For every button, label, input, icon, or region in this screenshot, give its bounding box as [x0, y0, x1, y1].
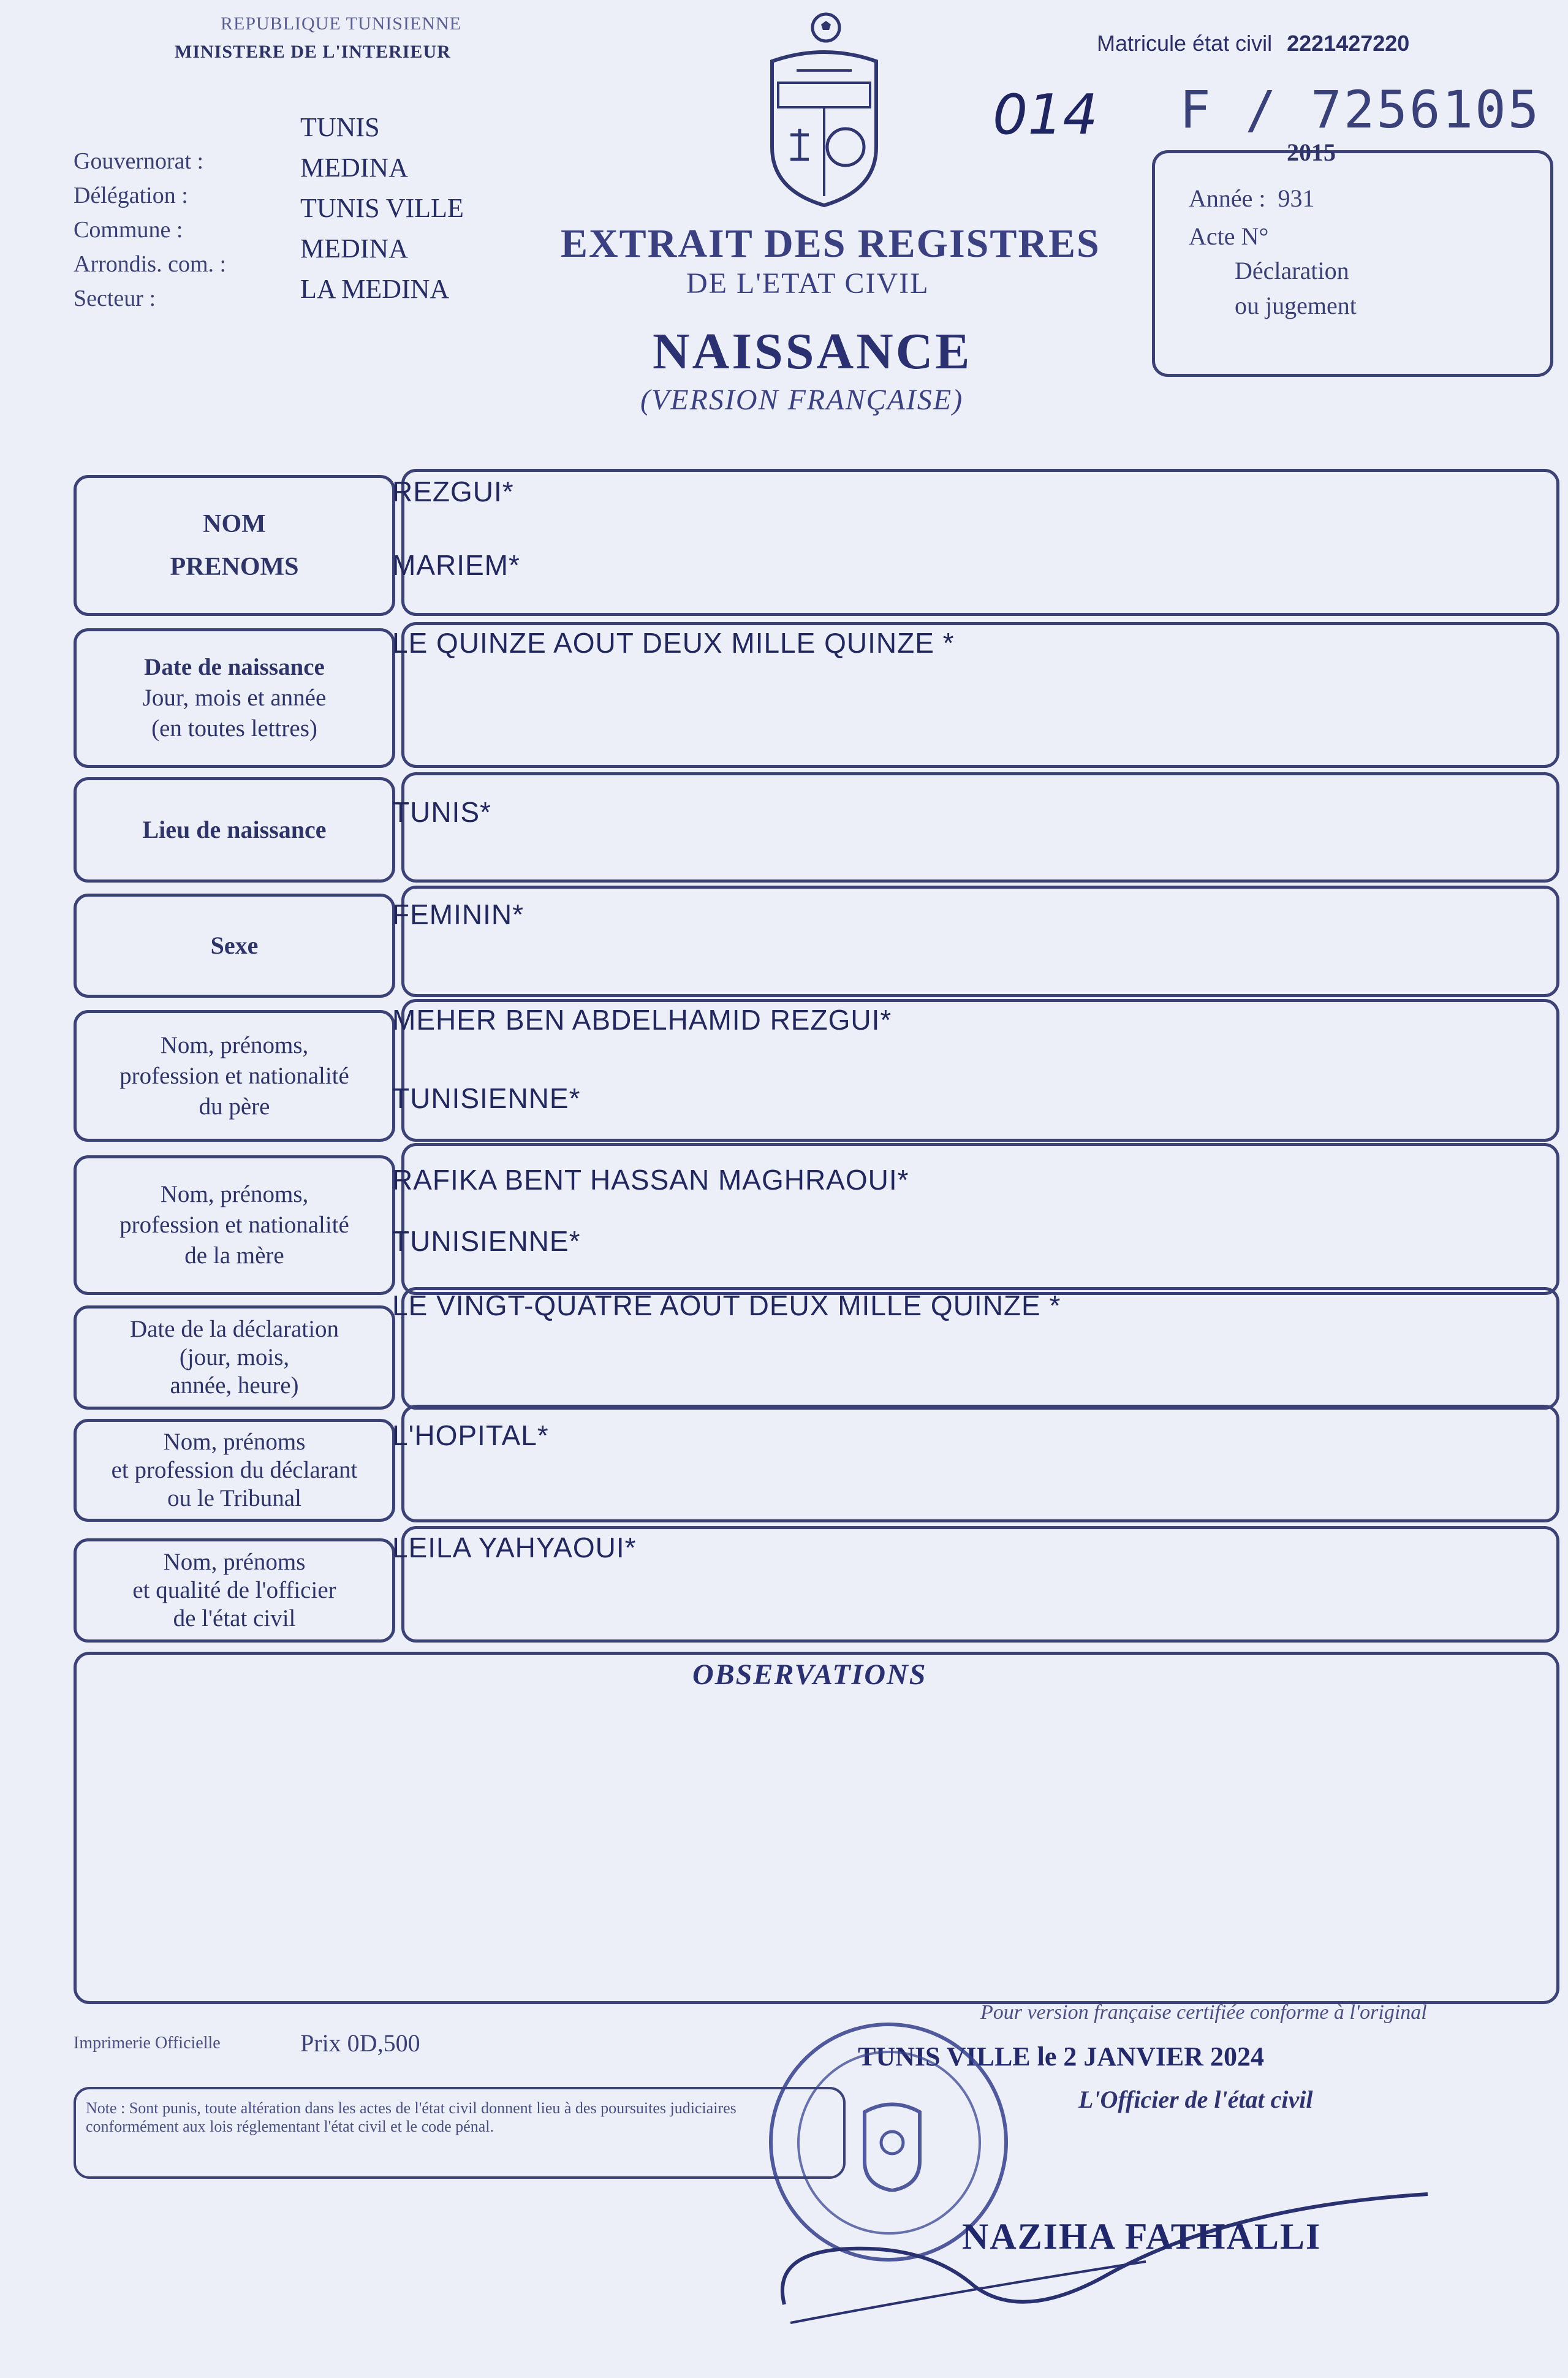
note-content — [86, 2099, 821, 2136]
observations-box — [74, 1652, 1559, 2004]
annee-value: 931 — [1278, 184, 1315, 212]
mere-nationality-value: TUNISIENNE* — [392, 1225, 581, 1257]
arrondissement-value: MEDINA — [300, 234, 408, 264]
nom-prenoms-label-cell — [74, 475, 395, 616]
sexe-label: Sexe — [210, 932, 259, 959]
handwritten-code: 014 — [993, 83, 1098, 147]
officier-label-3: de l'état civil — [173, 1605, 296, 1632]
declaration-label: Déclaration — [1235, 257, 1349, 284]
dob-label-note: (en toutes lettres) — [151, 715, 317, 742]
declarant-value-cell — [401, 1405, 1559, 1522]
declarant-label-2: et profession du déclarant — [111, 1457, 358, 1483]
sexe-value: FEMININ* — [392, 898, 524, 930]
mere-name-value: RAFIKA BENT HASSAN MAGHRAOUI* — [392, 1164, 909, 1196]
pere-nationality-value: TUNISIENNE* — [392, 1082, 581, 1114]
mere-label-1: Nom, prénoms, — [160, 1181, 309, 1207]
admin-labels — [74, 144, 226, 316]
pere-label-2: profession et nationalité — [119, 1062, 349, 1089]
declaration-date-label-2: (jour, mois, — [179, 1344, 290, 1370]
acte-year: 2015 — [1287, 139, 1336, 166]
declaration-date-label-1: Date de la déclaration — [129, 1316, 339, 1342]
imprimerie-label: Imprimerie Officielle — [74, 2034, 221, 2053]
etat-civil-subtitle: DE L'ETAT CIVIL — [686, 267, 930, 300]
jugement-label: ou jugement — [1235, 292, 1357, 319]
mere-label-cell — [74, 1155, 395, 1295]
officier-label-cell — [74, 1538, 395, 1643]
sexe-label-cell — [74, 894, 395, 998]
gouvernorat-value: TUNIS — [300, 112, 380, 142]
pere-name-value: MEHER BEN ABDELHAMID REZGUI* — [392, 1004, 892, 1036]
delegation-label: Délégation : — [74, 183, 188, 208]
declaration-date-value: LE VINGT-QUATRE AOUT DEUX MILLE QUINZE * — [392, 1290, 1061, 1321]
declarant-label-3: ou le Tribunal — [167, 1485, 301, 1511]
prenoms-value: MARIEM* — [392, 549, 520, 581]
delegation-value: MEDINA — [300, 153, 408, 183]
gouvernorat-label: Gouvernorat : — [74, 148, 204, 174]
prenoms-label: PRENOMS — [170, 553, 299, 581]
serial-number: F / 7256105 — [1180, 80, 1541, 140]
officier-label-2: et qualité de l'officier — [132, 1577, 336, 1603]
note-label: Note : — [86, 2099, 126, 2117]
pere-label-cell — [74, 1010, 395, 1142]
dob-value: LE QUINZE AOUT DEUX MILLE QUINZE * — [392, 627, 955, 659]
dob-label-title: Date de naissance — [144, 654, 325, 680]
sexe-value-cell — [401, 886, 1559, 997]
tunisia-emblem-icon — [754, 6, 895, 208]
admin-values — [300, 107, 464, 310]
lieu-value-cell — [401, 772, 1559, 883]
declarant-label-cell — [74, 1419, 395, 1522]
certified-note: Pour version française certifiée conforme à l'original — [980, 2001, 1427, 2024]
officier-label-1: Nom, prénoms — [163, 1549, 306, 1575]
lieu-label-cell — [74, 777, 395, 883]
place-date: TUNIS VILLE le 2 JANVIER 2024 — [858, 2042, 1264, 2072]
mere-label-2: profession et nationalité — [119, 1212, 349, 1238]
republic-heading: REPUBLIQUE TUNISIENNE — [221, 13, 461, 34]
acte-number-label: Acte N° — [1189, 222, 1269, 250]
note-text: Sont punis, toute altération dans les actes de l'état civil donnent lieu à des poursuites judiciaires conformément aux lois réglementant l'état civil et le code pénal. — [86, 2099, 737, 2135]
lieu-label: Lieu de naissance — [142, 816, 327, 843]
annee-label: Année : — [1189, 184, 1266, 212]
lieu-value: TUNIS* — [392, 796, 491, 828]
matricule-row — [1097, 31, 1409, 56]
dob-label-subtitle: Jour, mois et année — [142, 685, 327, 711]
version-francaise-subtitle: (VERSION FRANÇAISE) — [640, 384, 964, 416]
matricule-value: 2221427220 — [1287, 31, 1410, 56]
declaration-date-label-3: année, heure) — [170, 1372, 299, 1399]
secteur-label: Secteur : — [74, 286, 156, 311]
nom-label: NOM — [203, 510, 266, 538]
mere-label-3: de la mère — [184, 1242, 284, 1269]
pere-label-1: Nom, prénoms, — [160, 1031, 309, 1058]
nom-prenoms-value-cell — [401, 469, 1559, 616]
ministry-heading: MINISTERE DE L'INTERIEUR — [175, 42, 451, 62]
nom-value: REZGUI* — [392, 476, 514, 507]
declarant-value: L'HOPITAL* — [392, 1419, 549, 1451]
dob-label-cell — [74, 628, 395, 768]
commune-label: Commune : — [74, 217, 183, 243]
prix-label: Prix 0D,500 — [300, 2029, 420, 2057]
officier-value: LEILA YAHYAOUI* — [392, 1532, 637, 1563]
observations-title: OBSERVATIONS — [692, 1658, 927, 1691]
matricule-label: Matricule état civil — [1097, 31, 1273, 56]
officer-title: L'Officier de l'état civil — [1078, 2086, 1313, 2113]
pere-label-3: du père — [199, 1093, 270, 1120]
commune-value: TUNIS VILLE — [300, 193, 464, 223]
annee-row — [1189, 184, 1315, 213]
naissance-title: NAISSANCE — [653, 323, 972, 380]
officer-name: NAZIHA FATHALLI — [962, 2216, 1322, 2257]
arrondissement-label: Arrondis. com. : — [74, 251, 227, 277]
declaration-date-label-cell — [74, 1305, 395, 1410]
secteur-value: LA MEDINA — [300, 274, 450, 304]
declarant-label-1: Nom, prénoms — [163, 1429, 306, 1455]
extrait-title: EXTRAIT DES REGISTRES — [561, 221, 1100, 266]
